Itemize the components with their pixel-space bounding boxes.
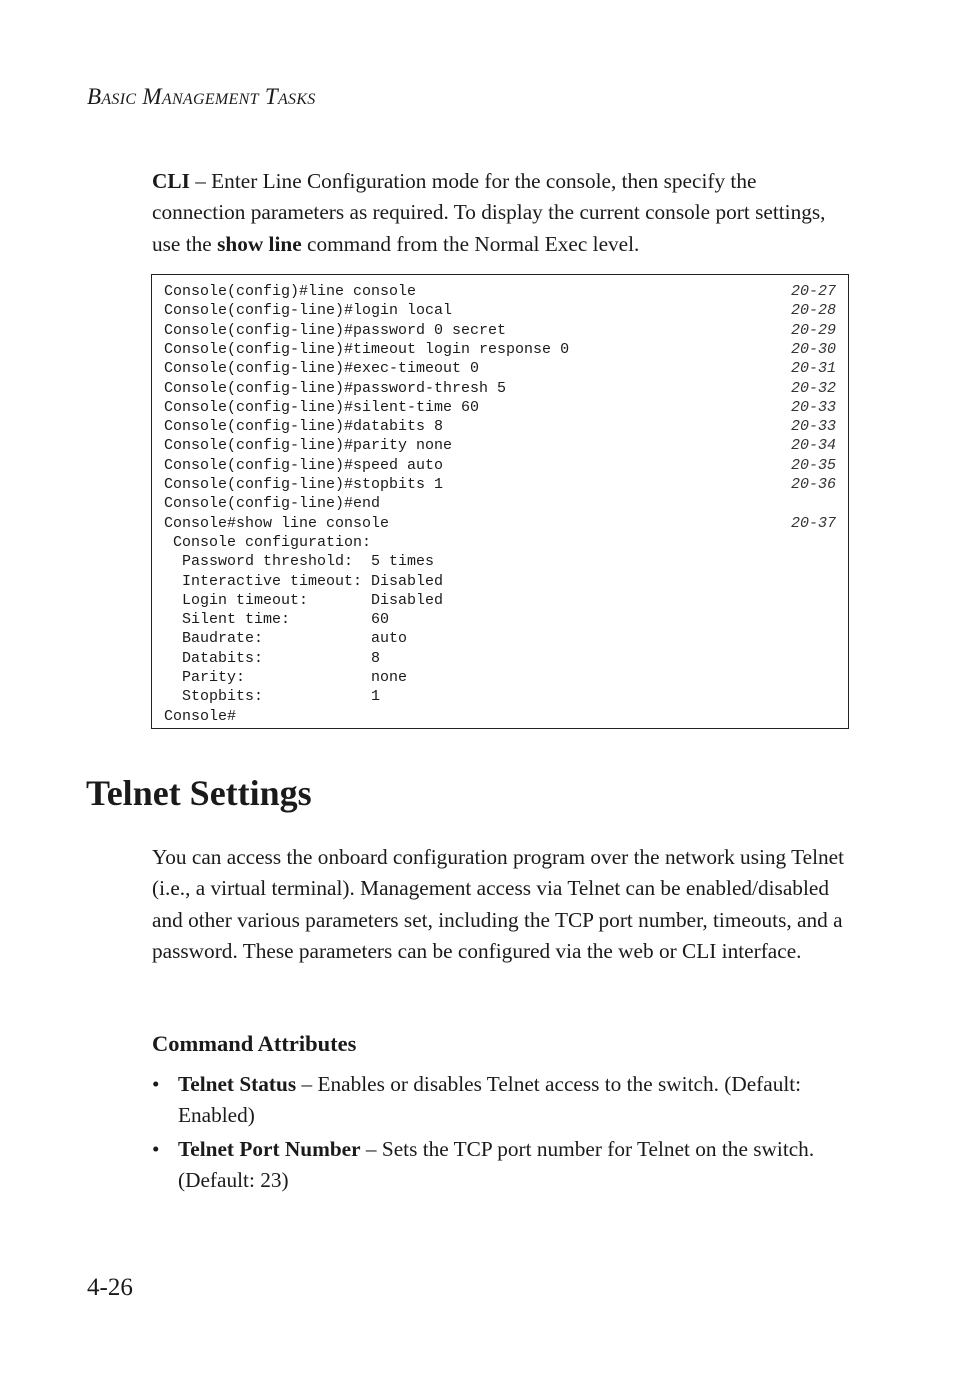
code-line [164,687,836,706]
code-line [164,379,836,398]
code-text: Console(config-line)#end [164,495,381,513]
header-rest-2: ANAGEMENT [161,91,259,108]
code-text: Console(config-line)#timeout login response 0 [164,340,570,358]
code-text: Databits: 8 [164,649,381,667]
code-text: Console configuration: [164,533,372,551]
code-line [164,456,836,475]
code-line [164,436,836,455]
code-page-reference: 20-33 [790,398,836,416]
code-line [164,301,836,320]
code-page-reference: 20-28 [790,302,836,320]
code-page-reference: 20-34 [790,437,836,455]
code-text: Console# [164,707,237,725]
code-text: Interactive timeout: Disabled [164,572,444,590]
code-page-reference: 20-30 [790,340,836,358]
code-text: Console(config-line)#password 0 secret [164,321,507,339]
bullet-symbol: • [152,1137,160,1161]
header-rest-3: ASKS [277,91,316,108]
code-line [164,591,836,610]
code-line [164,707,836,726]
code-line [164,629,836,648]
code-text: Console(config-line)#parity none [164,437,453,455]
code-text: Console(config-line)#speed auto [164,456,444,474]
code-line [164,321,836,340]
cli-label: CLI [152,169,190,193]
code-text: Console#show line console [164,514,390,532]
code-line [164,398,836,417]
bullet-symbol: • [152,1072,160,1096]
bullet-term: Telnet Port Number [178,1137,361,1161]
code-line [164,610,836,629]
running-header [87,84,316,110]
code-example-box [151,274,849,729]
code-page-reference: 20-37 [790,514,836,532]
subsection-title: Command Attributes [152,1031,357,1056]
code-line [164,282,836,301]
code-line [164,475,836,494]
code-line [164,340,836,359]
intro-paragraph: You can access the onboard configuration program over the network using Telnet (i.e., a virtual terminal). Management access via Telnet can be enabled/disabled and other various parameters set, including the TCP port number, timeouts, and a password. These parameters can be configured via the web or CLI interface. [152,845,845,963]
code-text: Console(config)#line console [164,283,417,300]
cli-text-1: – Enter Line Configuration mode for the console, then specify the connection parameters as required. To display the current console port settings, use the [152,169,826,256]
bullet-text [178,1134,852,1197]
cli-text-2: command from the Normal Exec level. [301,231,640,256]
code-line [164,649,836,668]
code-page-reference: 20-33 [790,418,836,436]
code-line [164,552,836,571]
code-text: Silent time: 60 [164,611,390,629]
code-page-reference: 20-36 [790,476,836,493]
bullet-description: – Sets the TCP port number for Telnet on the switch. (Default: 23) [178,1137,815,1193]
code-text: Login timeout: Disabled [164,591,444,609]
header-rest-1: ASIC [101,91,137,108]
code-text: Console(config-line)#login local [164,302,453,320]
section-title: Telnet Settings [86,773,312,813]
code-text: Password threshold: 5 times [164,553,435,571]
code-line [164,359,836,378]
code-text: Stopbits: 1 [164,688,381,706]
code-text: Console(config-line)#silent-time 60 [164,398,480,416]
code-text: Console(config-line)#password-thresh 5 [164,379,507,397]
cli-command: show line [217,231,302,256]
header-initial-1: B [87,84,102,109]
code-page-reference: 20-35 [790,456,836,474]
bullet-description: – Enables or disables Telnet access to the switch. (Default: Enabled) [178,1072,802,1128]
page-number: 4-26 [87,1274,133,1301]
code-line [164,514,836,533]
code-line [164,572,836,591]
header-initial-2: M [142,84,162,109]
code-page-reference: 20-29 [790,321,836,339]
code-page-reference: 20-32 [790,379,836,397]
code-line [164,533,836,552]
code-line [164,417,836,436]
code-line [164,668,836,687]
header-initial-3: T [264,84,278,109]
code-text: Console(config-line)#exec-timeout 0 [164,360,480,378]
bullet-text [178,1069,852,1132]
cli-paragraph [152,166,852,260]
code-text: Parity: none [164,669,408,686]
code-page-reference: 20-27 [790,283,836,300]
code-text: Baudrate: auto [164,630,408,648]
code-text: Console(config-line)#databits 8 [164,418,444,436]
bullet-term: Telnet Status [178,1072,297,1096]
code-page-reference: 20-31 [790,360,836,378]
code-text: Console(config-line)#stopbits 1 [164,476,444,493]
code-line [164,494,836,513]
